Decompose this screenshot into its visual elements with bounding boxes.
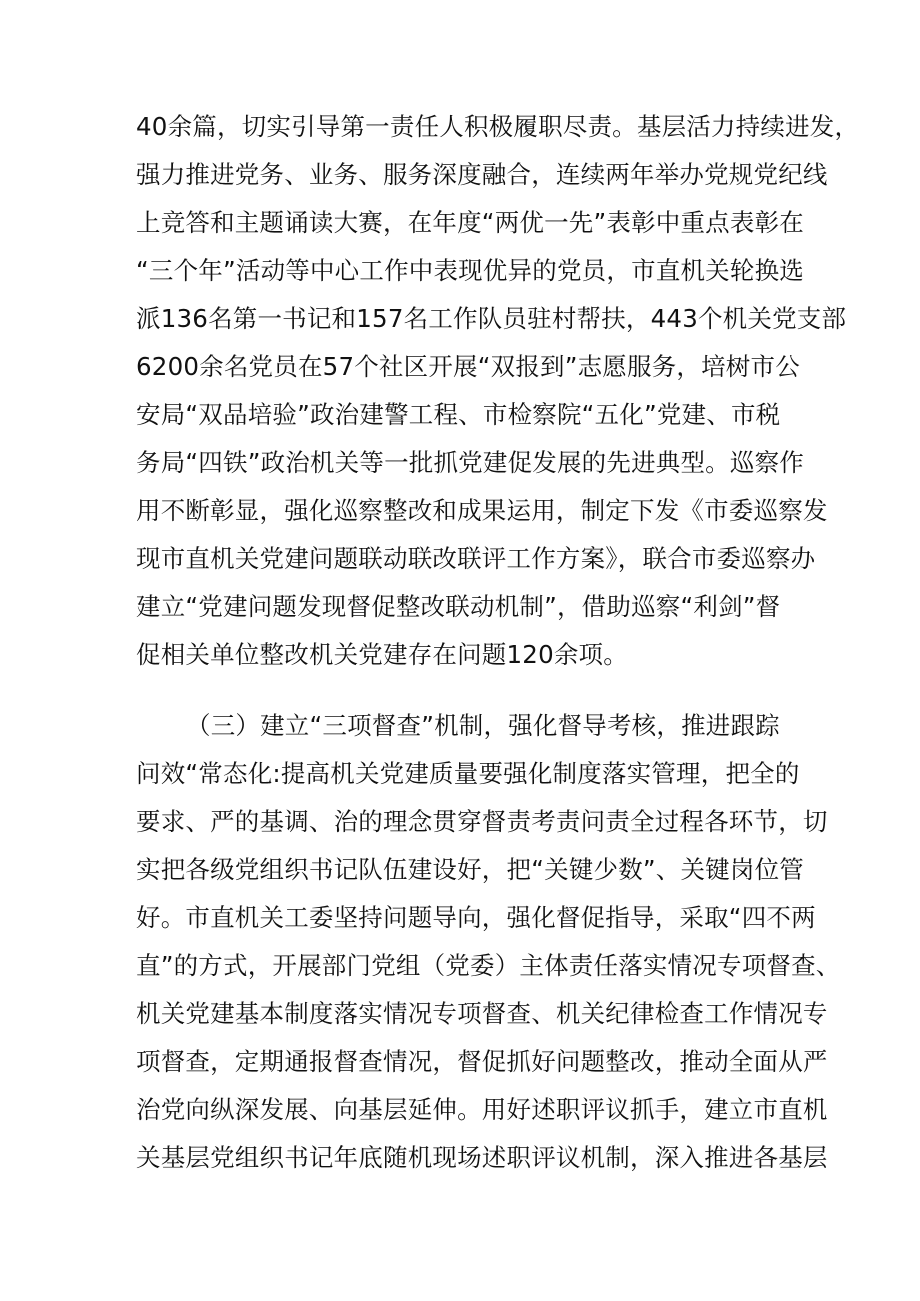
text-line: 问效“常态化:提高机关党建质量要强化制度落实管理，把全的 (136, 759, 800, 788)
text-line: 建立“党建问题发现督促整改联动机制”，借助巡察“利剑”督 (136, 592, 781, 621)
text-line: 派136名第一书记和157名工作队员驻村帮扶，443个机关党支部 (136, 304, 847, 333)
text-line: 上竞答和主题诵读大赛，在年度“两优一先”表彰中重点表彰在 (136, 208, 804, 237)
text-line: “三个年”活动等中心工作中表现优异的党员，市直机关轮换选 (136, 256, 804, 285)
text-line: 治党向纵深发展、向基层延伸。用好述职评议抓手，建立市直机 (136, 1095, 828, 1124)
text-line: 现市直机关党建问题联动联改联评工作方案》，联合市委巡察办 (136, 544, 816, 573)
text-line: 强力推进党务、业务、服务深度融合，连续两年举办党规党纪线 (136, 160, 828, 189)
text-line: 用不断彰显，强化巡察整改和成果运用，制定下发《市委巡察发 (136, 496, 828, 525)
text-line: 直”的方式，开展部门党组（党委）主体责任落实情况专项督查、 (136, 951, 841, 980)
text-line: 关基层党组织书记年底随机现场述职评议机制，深入推进各基层 (136, 1143, 828, 1172)
text-line: 安局“双品培验”政治建警工程、市检察院“五化”党建、市税 (136, 400, 781, 429)
text-line: 40余篇，切实引导第一责任人积极履职尽责。基层活力持续进发， (136, 112, 860, 141)
text-line: 机关党建基本制度落实情况专项督查、机关纪律检查工作情况专 (136, 999, 828, 1028)
text-line: 项督查，定期通报督查情况，督促抓好问题整改，推动全面从严 (136, 1047, 828, 1076)
text-line: 促相关单位整改机关党建存在问题120余项。 (136, 640, 628, 669)
text-line: 好。市直机关工委坚持问题导向，强化督促指导，采取“四不两 (136, 903, 816, 932)
text-line: 务局“四铁”政治机关等一批抓党建促发展的先进典型。巡察作 (136, 448, 804, 477)
text-line: 实把各级党组织书记队伍建设好，把“关键少数”、关键岗位管 (136, 855, 804, 884)
text-line: 6200余名党员在57个社区开展“双报到”志愿服务，培树市公 (136, 352, 800, 381)
text-line: 要求、严的基调、治的理念贯穿督责考责问责全过程各环节，切 (136, 807, 828, 836)
text-line: （三）建立“三项督查”机制，强化督导考核，推进跟踪 (186, 711, 780, 740)
